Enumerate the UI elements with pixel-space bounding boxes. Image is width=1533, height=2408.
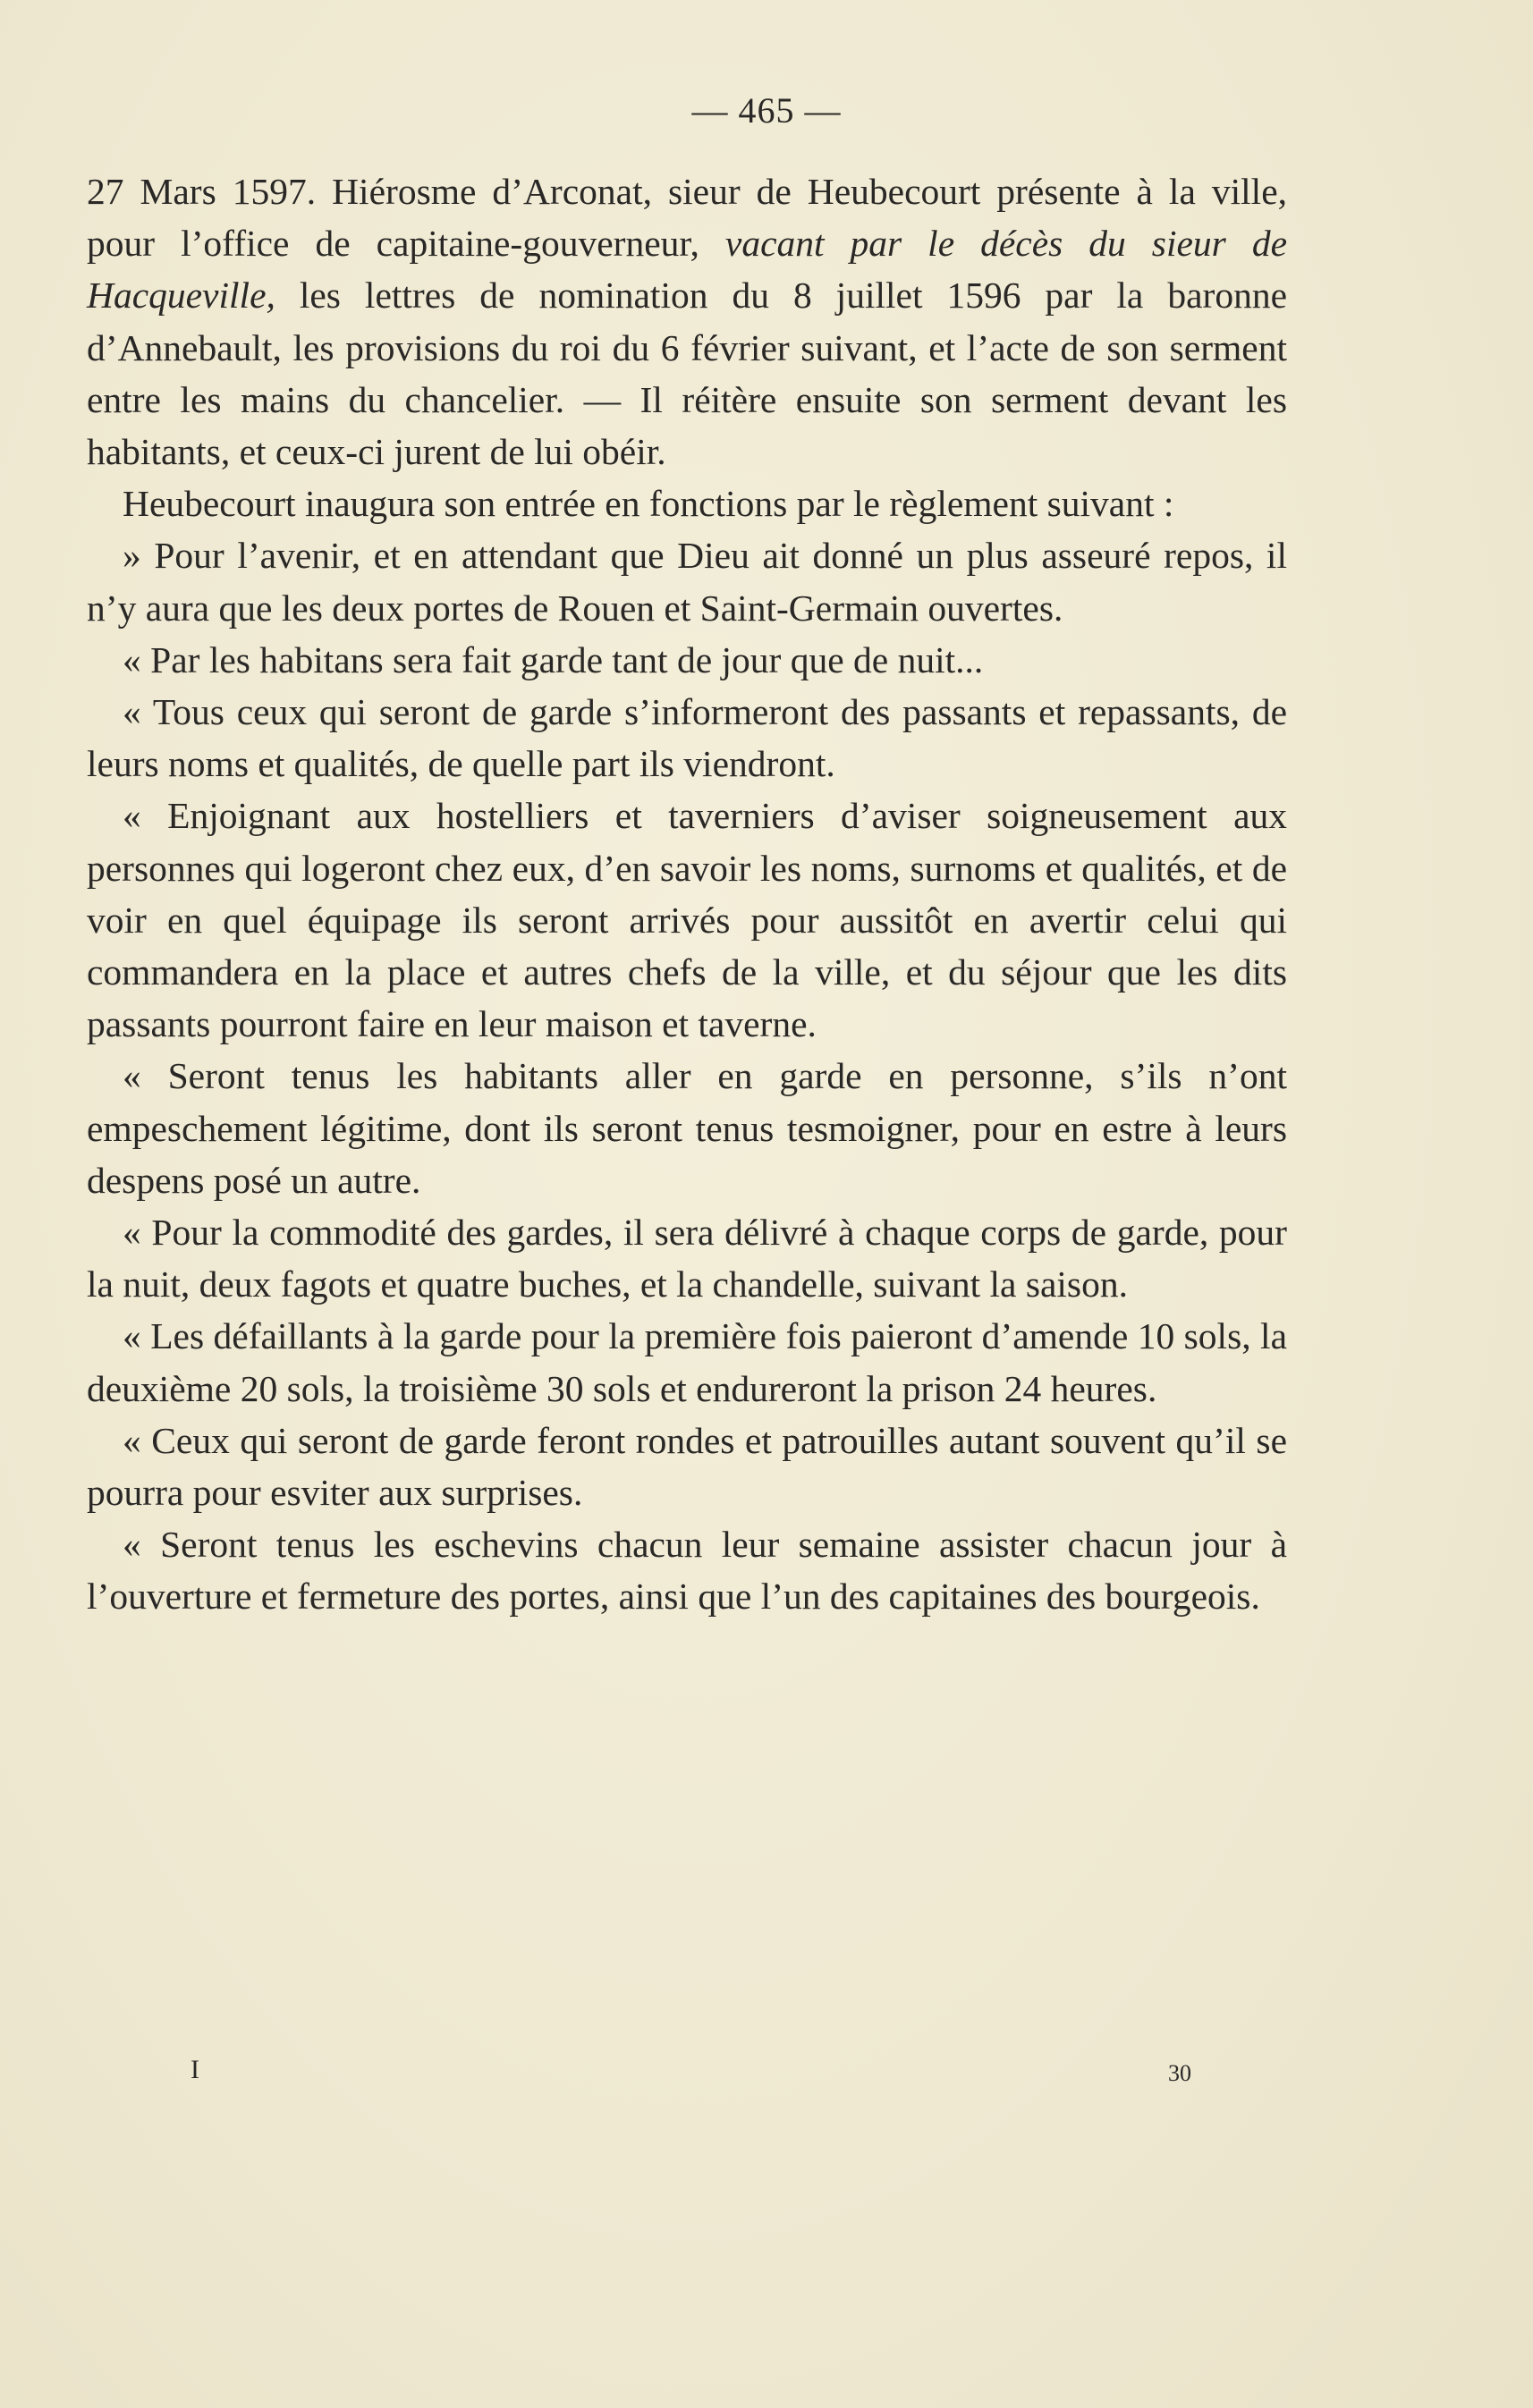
paragraph-1-text-cont: les lettres de nomination du 8 juillet 1596 par la baronne d’Annebault, les provisions du roi du 6 février suivant, et l’acte de son serment entre les mains du chancelier. — Il réitère ensuite son serment devant les habitants, et ceux-ci jurent de lui obéir. xyxy=(87,275,1287,473)
body-text xyxy=(87,165,1287,1623)
paragraph-5: « Tous ceux qui seront de garde s’informeront des passants et repassants, de leurs noms et qualités, de quelle part ils viendront. xyxy=(87,691,1287,785)
paragraph-7: « Seront tenus les habitants aller en garde en personne, s’ils n’ont empeschement légitime, dont ils seront tenus tesmoigner, pour en estre à leurs despens posé un autre. xyxy=(87,1055,1287,1201)
paragraph-1-text: 27 Mars 1597. Hiérosme d’Arconat, sieur de Heubecourt présente à la ville, pour l’office de capitaine-gouverneur, xyxy=(87,171,1287,265)
paragraph-11: « Seront tenus les eschevins chacun leur semaine assister chacun jour à l’ouverture et fermeture des portes, ainsi que l’un des capitaines des bourgeois. xyxy=(87,1524,1287,1618)
paragraph-4: « Par les habitans sera fait garde tant de jour que de nuit... xyxy=(123,638,984,680)
paragraph-8: « Pour la commodité des gardes, il sera délivré à chaque corps de garde, pour la nuit, deux fagots et quatre buches, et la chandelle, suivant la saison. xyxy=(87,1212,1287,1305)
paragraph-1-italic: vacant par le décès du sieur de Hacqueville, xyxy=(87,223,1287,317)
paragraph-9: « Les défaillants à la garde pour la première fois paieront d’amende 10 sols, la deuxième 20 sols, la troisième 30 sols et endureront la prison 24 heures. xyxy=(87,1315,1287,1409)
paragraph-6: « Enjoignant aux hostelliers et taverniers d’aviser soigneusement aux personnes qui logeront chez eux, d’en savoir les noms, surnoms et qualités, et de voir en quel équipage ils seront arrivés pour aussitôt en avertir celui qui commandera en la place et autres chefs de la ville, et du séjour que les dits passants pourront faire en leur maison et taverne. xyxy=(87,795,1287,1045)
paragraph-2: Heubecourt inaugura son entrée en fonctions par le règlement suivant : xyxy=(123,483,1174,525)
page-number: — 465 — xyxy=(691,90,842,131)
signature-mark-right: 30 xyxy=(1168,2060,1191,2086)
signature-mark-left: I xyxy=(191,2055,199,2084)
paragraph-1 xyxy=(87,165,1287,477)
paragraph-3: » Pour l’avenir, et en attendant que Dieu ait donné un plus asseuré repos, il n’y aura que les deux portes de Rouen et Saint-Germain ouvertes. xyxy=(87,535,1287,629)
paragraph-10: « Ceux qui seront de garde feront rondes et patrouilles autant souvent qu’il se pourra pour esviter aux surprises. xyxy=(87,1419,1287,1514)
